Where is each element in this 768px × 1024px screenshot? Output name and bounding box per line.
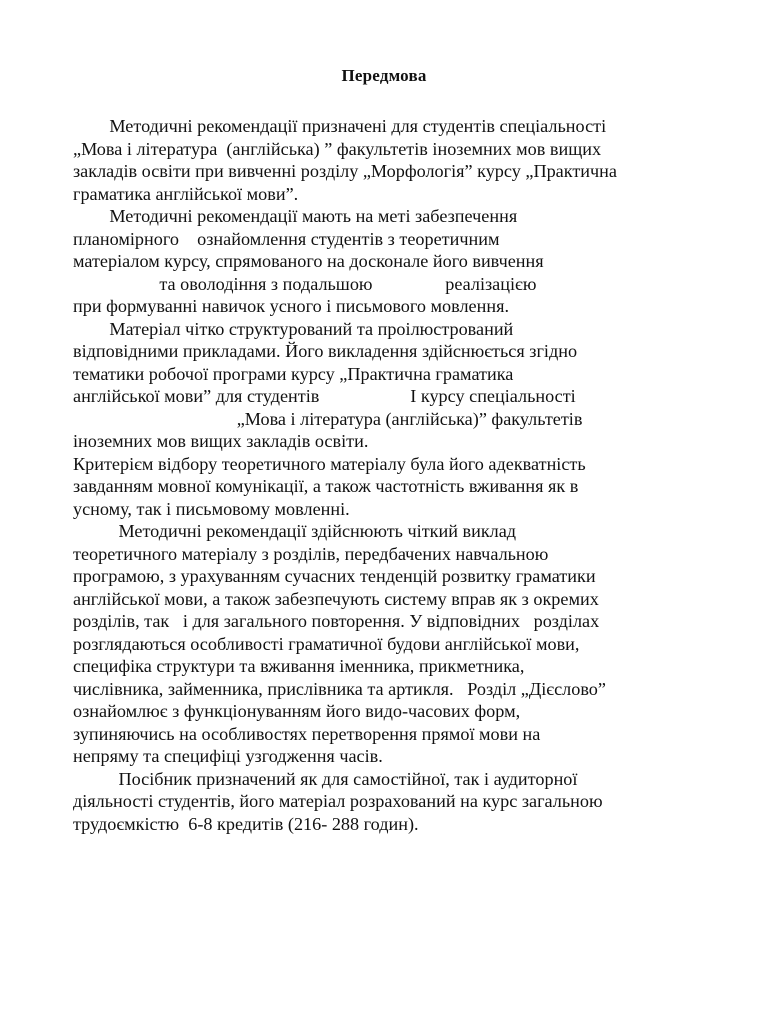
text-line: діяльності студентів, його матеріал розрахований на курс загальною — [73, 791, 603, 811]
text-line: програмою, з урахуванням сучасних тенденцій розвитку граматики — [73, 566, 596, 586]
text-line: Методичні рекомендації мають на меті забезпечення — [73, 206, 518, 226]
text-line: Критерієм відбору теоретичного матеріалу була його адекватність — [73, 453, 586, 474]
text-line: планомірного ознайомлення студентів з теоретичним — [73, 228, 500, 249]
text-line: та оволодіння з подальшою реалізацією — [73, 273, 537, 294]
text-line: відповідними прикладами. Його викладення здійснюється згідно — [73, 341, 578, 361]
text-line: англійської мови, а також забезпечують систему вправ як з окремих — [73, 588, 599, 609]
text-line: Матеріал чітко структурований та проілюстрований — [73, 318, 514, 339]
text-line: закладів освіти при вивченні розділу „Морфологія” курсу „Практична — [73, 161, 617, 181]
text-line: специфіка структури та вживання іменника, прикметника, — [73, 656, 525, 676]
text-line: Посібник призначений як для самостійної, так і аудиторної — [73, 768, 578, 789]
text-line: ознайомлює з функціонуванням його видо-часових форм, — [73, 701, 521, 721]
text-line: розглядаються особливості граматичної будови англійської мови, — [73, 633, 580, 654]
text-line: трудоємкістю 6-8 кредитів (216- 288 годин). — [73, 813, 419, 834]
text-line: усному, так і письмовому мовленні. — [73, 498, 350, 519]
text-line: граматика англійської мови”. — [73, 183, 299, 204]
text-line: Методичні рекомендації призначені для студентів спеціальності — [73, 116, 607, 136]
text-line: теоретичного матеріалу з розділів, передбачених навчальною — [73, 543, 549, 564]
text-line: іноземних мов вищих закладів освіти. — [73, 431, 369, 451]
page-title: Передмова — [341, 66, 427, 85]
text-line: завданням мовної комунікації, а також частотність вживання як в — [73, 476, 579, 496]
text-line: англійської мови” для студентів І курсу спеціальності — [73, 386, 576, 406]
text-line: числівника, займенника, прислівника та артикля. Розділ „Дієслово” — [73, 678, 606, 699]
text-line: непряму та специфіці узгодження часів. — [73, 746, 383, 766]
text-line: розділів, так і для загального повторення. У відповідних розділах — [73, 611, 600, 631]
text-line: матеріалом курсу, спрямованого на досконале його вивчення — [73, 251, 544, 271]
text-line: Методичні рекомендації здійснюють чіткий виклад — [73, 521, 517, 541]
text-line: зупиняючись на особливостях перетворення прямої мови на — [73, 723, 541, 744]
text-line: тематики робочої програми курсу „Практична граматика — [73, 363, 514, 384]
text-line: при формуванні навичок усного і письмового мовлення. — [73, 296, 510, 316]
text-line: „Мова і література (англійська) ” факультетів іноземних мов вищих — [73, 138, 602, 159]
text-line: „Мова і література (англійська)” факультетів — [73, 408, 583, 429]
